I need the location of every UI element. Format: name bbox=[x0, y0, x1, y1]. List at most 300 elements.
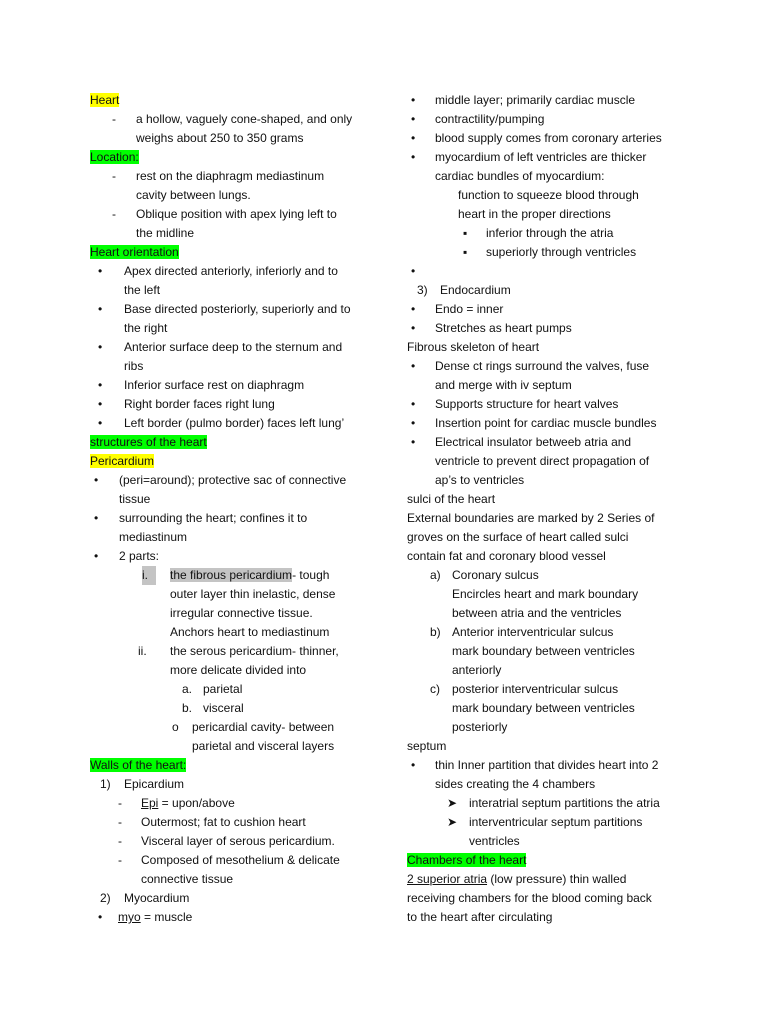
line-content bbox=[407, 338, 539, 357]
text-line-sulci-of-the-heart bbox=[407, 490, 707, 509]
line-text: tissue bbox=[119, 492, 151, 506]
text-line-ventricles bbox=[407, 832, 707, 851]
text-line-inferior-through-the-atria bbox=[407, 224, 707, 243]
line-text: blood supply comes from coronary arteries bbox=[435, 131, 662, 145]
line-text-tail: = upon/above bbox=[158, 796, 235, 810]
line-content bbox=[407, 737, 446, 756]
line-text: (peri=around); protective sac of connective bbox=[119, 473, 347, 487]
line-text: sulci of the heart bbox=[407, 492, 496, 506]
text-line-function-to-squeeze-blood-through bbox=[407, 186, 707, 205]
line-content bbox=[141, 870, 233, 889]
line-content bbox=[136, 129, 303, 148]
line-content bbox=[124, 300, 351, 319]
line-text: surrounding the heart; confines it to bbox=[119, 511, 308, 525]
line-text-tail: (low pressure) thin walled bbox=[487, 872, 627, 886]
line-text: the right bbox=[124, 321, 168, 335]
line-text: heart in the proper directions bbox=[458, 207, 611, 221]
list-marker: • bbox=[411, 359, 416, 373]
section-heading-heart-orientation bbox=[90, 243, 380, 262]
line-text: middle layer; primarily cardiac muscle bbox=[435, 93, 636, 107]
text-line-epi bbox=[90, 794, 380, 813]
list-marker: 2) bbox=[100, 891, 111, 905]
list-marker: • bbox=[411, 435, 416, 449]
line-content bbox=[435, 129, 662, 148]
text-line-fibrous-skeleton-of-heart bbox=[407, 338, 707, 357]
text-line-contractility-pumping bbox=[407, 110, 707, 129]
line-content bbox=[90, 91, 119, 110]
line-content bbox=[170, 661, 306, 680]
text-line-anteriorly bbox=[407, 661, 707, 680]
list-marker: ➤ bbox=[447, 815, 458, 829]
line-content bbox=[435, 452, 649, 471]
text-line-middle-layer-primarily-cardiac-muscle bbox=[407, 91, 707, 110]
list-marker: • bbox=[94, 549, 99, 563]
line-text: superiorly through ventricles bbox=[486, 245, 637, 259]
text-line-anchors-heart-to-mediastinum bbox=[90, 623, 380, 642]
line-text: mark boundary between ventricles bbox=[452, 644, 635, 658]
line-content bbox=[124, 414, 344, 433]
line-content bbox=[118, 908, 192, 927]
text-line-the-right bbox=[90, 319, 380, 338]
line-content bbox=[407, 509, 654, 528]
line-content bbox=[141, 832, 335, 851]
line-content bbox=[141, 794, 235, 813]
text-line-2-superior-atria bbox=[407, 870, 707, 889]
line-text: to the heart after circulating bbox=[407, 910, 553, 924]
list-marker: • bbox=[98, 416, 103, 430]
line-content bbox=[486, 243, 636, 262]
section-heading-walls-of-the-heart bbox=[90, 756, 380, 775]
line-text: Apex directed anteriorly, inferiorly and to bbox=[124, 264, 338, 278]
text-line-coronary-sulcus bbox=[407, 566, 707, 585]
list-marker: • bbox=[98, 910, 103, 924]
line-text: ribs bbox=[124, 359, 144, 373]
highlighted-heading: structures of the heart bbox=[90, 435, 207, 449]
text-line-blood-supply-comes-from-coronary-arterie bbox=[407, 129, 707, 148]
line-text: Right border faces right lung bbox=[124, 397, 275, 411]
line-text: connective tissue bbox=[141, 872, 234, 886]
text-line-more-delicate-divided-into bbox=[90, 661, 380, 680]
line-content bbox=[458, 205, 611, 224]
line-content bbox=[119, 528, 187, 547]
text-line-composed-of-mesothelium-delicate bbox=[90, 851, 380, 870]
text-line-cavity-between-lungs bbox=[90, 186, 380, 205]
line-text: posteriorly bbox=[452, 720, 508, 734]
line-content bbox=[90, 433, 207, 452]
text-line-mediastinum bbox=[90, 528, 380, 547]
line-text: Base directed posteriorly, superiorly and to bbox=[124, 302, 351, 316]
line-text: ventricles bbox=[469, 834, 520, 848]
text-line-contain-fat-and-coronary-blood-vessel bbox=[407, 547, 707, 566]
text-line-heart-in-the-proper-directions bbox=[407, 205, 707, 224]
list-marker: • bbox=[98, 264, 103, 278]
text-line-endocardium bbox=[407, 281, 707, 300]
text-line-interventricular-septum-partitions bbox=[407, 813, 707, 832]
list-marker: - bbox=[118, 853, 122, 867]
line-content bbox=[119, 490, 150, 509]
line-content bbox=[435, 775, 595, 794]
line-text: Myocardium bbox=[124, 891, 190, 905]
section-heading-heart bbox=[90, 91, 380, 110]
line-content bbox=[407, 490, 495, 509]
line-content bbox=[435, 414, 656, 433]
line-content bbox=[124, 395, 275, 414]
list-marker: - bbox=[118, 815, 122, 829]
line-text: Epicardium bbox=[124, 777, 185, 791]
highlighted-heading: Heart bbox=[90, 93, 120, 107]
text-line-left-border-pulmo-border-faces-left-lung bbox=[90, 414, 380, 433]
line-text: Endo = inner bbox=[435, 302, 504, 316]
line-text: the serous pericardium- thinner, bbox=[170, 644, 339, 658]
line-text: more delicate divided into bbox=[170, 663, 307, 677]
section-heading-chambers-of-the-heart bbox=[407, 851, 707, 870]
line-text: a hollow, vaguely cone-shaped, and only bbox=[136, 112, 353, 126]
line-content bbox=[119, 547, 159, 566]
line-content bbox=[124, 281, 160, 300]
line-text: the midline bbox=[136, 226, 195, 240]
list-marker: • bbox=[411, 302, 416, 316]
line-text: weighs about 250 to 350 grams bbox=[136, 131, 304, 145]
line-text: and merge with iv septum bbox=[435, 378, 572, 392]
line-content bbox=[452, 642, 635, 661]
list-marker: ii. bbox=[138, 644, 147, 658]
text-line-weighs-about-250-to-350-grams bbox=[90, 129, 380, 148]
text-line-interatrial-septum-partitions-the-atria bbox=[407, 794, 707, 813]
line-content bbox=[407, 851, 526, 870]
line-content bbox=[458, 186, 639, 205]
text-line-myocardium bbox=[90, 889, 380, 908]
line-text: Stretches as heart pumps bbox=[435, 321, 572, 335]
line-content bbox=[435, 300, 503, 319]
list-marker: • bbox=[94, 511, 99, 525]
text-line-pericardial-cavity-between bbox=[90, 718, 380, 737]
text-line-mark-boundary-between-ventricles bbox=[407, 642, 707, 661]
text-line-posterior-interventricular-sulcus bbox=[407, 680, 707, 699]
line-content bbox=[119, 509, 307, 528]
line-content bbox=[90, 243, 179, 262]
list-marker: b) bbox=[430, 625, 441, 639]
list-marker: • bbox=[94, 473, 99, 487]
line-content bbox=[435, 91, 635, 110]
line-text-tail: = muscle bbox=[140, 910, 193, 924]
line-text: irregular connective tissue. bbox=[170, 606, 313, 620]
line-content bbox=[124, 262, 338, 281]
text-line-outer-layer-thin-inelastic-dense bbox=[90, 585, 380, 604]
text-line-to-the-heart-after-circulating bbox=[407, 908, 707, 927]
text-line-between-atria-and-the-ventricles bbox=[407, 604, 707, 623]
line-content bbox=[124, 338, 342, 357]
text-line-ribs bbox=[90, 357, 380, 376]
list-marker: • bbox=[411, 131, 416, 145]
line-text: the fibrous pericardium bbox=[170, 568, 293, 582]
line-content bbox=[124, 319, 167, 338]
section-heading-pericardium bbox=[90, 452, 380, 471]
line-text: thin Inner partition that divides heart into 2 bbox=[435, 758, 659, 772]
line-content bbox=[192, 718, 334, 737]
line-content bbox=[452, 699, 635, 718]
line-content bbox=[486, 224, 613, 243]
list-marker: c) bbox=[430, 682, 440, 696]
text-line-external-boundaries-are-marked-by-2-seri bbox=[407, 509, 707, 528]
line-text: the left bbox=[124, 283, 161, 297]
line-text: Anterior interventricular sulcus bbox=[452, 625, 614, 639]
line-content bbox=[452, 623, 613, 642]
line-content bbox=[469, 794, 660, 813]
line-content bbox=[407, 908, 552, 927]
line-text: Anchors heart to mediastinum bbox=[170, 625, 330, 639]
line-text: Anterior surface deep to the sternum and bbox=[124, 340, 343, 354]
list-marker: • bbox=[411, 93, 416, 107]
list-marker: - bbox=[112, 169, 116, 183]
text-line-anterior-interventricular-sulcus bbox=[407, 623, 707, 642]
text-line-endo-inner bbox=[407, 300, 707, 319]
list-marker: - bbox=[112, 112, 116, 126]
list-marker: - bbox=[112, 207, 116, 221]
highlighted-heading: Heart orientation bbox=[90, 245, 179, 259]
text-line-encircles-heart-and-mark-boundary bbox=[407, 585, 707, 604]
line-text: sides creating the 4 chambers bbox=[435, 777, 596, 791]
line-content bbox=[452, 661, 501, 680]
list-marker: • bbox=[411, 758, 416, 772]
line-content bbox=[124, 775, 184, 794]
text-line-sides-creating-the-4-chambers bbox=[407, 775, 707, 794]
line-content bbox=[136, 167, 324, 186]
text-line-the-left bbox=[90, 281, 380, 300]
line-content bbox=[170, 642, 339, 661]
text-line-superiorly-through-ventricles bbox=[407, 243, 707, 262]
line-text: Dense ct rings surround the valves, fuse bbox=[435, 359, 650, 373]
line-text: posterior interventricular sulcus bbox=[452, 682, 619, 696]
line-content bbox=[407, 547, 606, 566]
line-text: 2 superior atria bbox=[407, 872, 488, 886]
line-text: parietal and visceral layers bbox=[192, 739, 335, 753]
text-line-a-hollow-vaguely-cone-shaped-and-only bbox=[90, 110, 380, 129]
list-marker: • bbox=[411, 416, 416, 430]
list-marker: - bbox=[118, 834, 122, 848]
line-text: ventricle to prevent direct propagation of bbox=[435, 454, 650, 468]
line-text: Composed of mesothelium & delicate bbox=[141, 853, 340, 867]
list-marker: b. bbox=[182, 701, 193, 715]
line-content bbox=[435, 395, 618, 414]
text-line-surrounding-the-heart-confines-it-to bbox=[90, 509, 380, 528]
line-text: Left border (pulmo border) faces left lung’ bbox=[124, 416, 345, 430]
line-text: Electrical insulator betweeb atria and bbox=[435, 435, 632, 449]
line-content bbox=[440, 281, 511, 300]
line-content bbox=[119, 471, 346, 490]
list-marker: o bbox=[172, 720, 179, 734]
highlighted-heading: Walls of the heart: bbox=[90, 758, 187, 772]
text-line-visceral bbox=[90, 699, 380, 718]
text-line-cardiac-bundles-of-myocardium bbox=[407, 167, 707, 186]
line-content bbox=[90, 756, 186, 775]
section-heading-location bbox=[90, 148, 380, 167]
text-line-ventricle-to-prevent-direct-propagation- bbox=[407, 452, 707, 471]
text-line-dense-ct-rings-surround-the-valves-fuse bbox=[407, 357, 707, 376]
line-text: Oblique position with apex lying left to bbox=[136, 207, 337, 221]
list-marker: 1) bbox=[100, 777, 111, 791]
line-text: mediastinum bbox=[119, 530, 188, 544]
list-marker: 3) bbox=[417, 283, 428, 297]
line-text: septum bbox=[407, 739, 447, 753]
line-text: Insertion point for cardiac muscle bundles bbox=[435, 416, 657, 430]
line-content bbox=[435, 756, 658, 775]
text-line-inferior-surface-rest-on-diaphragm bbox=[90, 376, 380, 395]
left-column bbox=[90, 91, 380, 927]
line-content bbox=[124, 357, 143, 376]
line-text: groves on the surface of heart called sulci bbox=[407, 530, 629, 544]
line-content bbox=[170, 585, 335, 604]
line-content bbox=[136, 224, 194, 243]
line-text: Outermost; fat to cushion heart bbox=[141, 815, 306, 829]
line-text: Inferior surface rest on diaphragm bbox=[124, 378, 305, 392]
right-column bbox=[407, 91, 707, 927]
line-text: Coronary sulcus bbox=[452, 568, 539, 582]
line-text: inferior through the atria bbox=[486, 226, 614, 240]
text-line-right-border-faces-right-lung bbox=[90, 395, 380, 414]
highlighted-heading: Chambers of the heart bbox=[407, 853, 527, 867]
line-text: External boundaries are marked by 2 Series of bbox=[407, 511, 655, 525]
text-line-2-parts bbox=[90, 547, 380, 566]
line-content bbox=[170, 623, 329, 642]
line-content bbox=[452, 566, 539, 585]
line-text: between atria and the ventricles bbox=[452, 606, 622, 620]
line-content bbox=[141, 813, 306, 832]
text-line-outermost-fat-to-cushion-heart bbox=[90, 813, 380, 832]
line-text: cardiac bundles of myocardium: bbox=[435, 169, 605, 183]
line-text: function to squeeze blood through bbox=[458, 188, 639, 202]
line-content bbox=[435, 471, 524, 490]
text-line-epicardium bbox=[90, 775, 380, 794]
line-text-tail: - tough bbox=[292, 568, 330, 582]
line-text: visceral bbox=[203, 701, 244, 715]
line-text: rest on the diaphragm mediastinum bbox=[136, 169, 325, 183]
text-line-mark-boundary-between-ventricles bbox=[407, 699, 707, 718]
list-marker: • bbox=[98, 378, 103, 392]
text-line-receiving-chambers-for-the-blood-coming- bbox=[407, 889, 707, 908]
text-line-thin-inner-partition-that-divides-heart- bbox=[407, 756, 707, 775]
line-content bbox=[469, 813, 642, 832]
line-content bbox=[124, 889, 189, 908]
line-text: Encircles heart and mark boundary bbox=[452, 587, 639, 601]
text-line-parietal-and-visceral-layers bbox=[90, 737, 380, 756]
line-content bbox=[90, 148, 139, 167]
text-line-connective-tissue bbox=[90, 870, 380, 889]
line-content bbox=[141, 851, 340, 870]
line-content bbox=[435, 376, 572, 395]
line-content bbox=[435, 110, 544, 129]
text-line-stretches-as-heart-pumps bbox=[407, 319, 707, 338]
text-line-peri-around-protective-sac-of-connective bbox=[90, 471, 380, 490]
line-content bbox=[170, 604, 313, 623]
line-content bbox=[452, 585, 638, 604]
line-text: contain fat and coronary blood vessel bbox=[407, 549, 606, 563]
line-text: mark boundary between ventricles bbox=[452, 701, 635, 715]
line-content bbox=[452, 718, 507, 737]
line-text: interatrial septum partitions the atria bbox=[469, 796, 660, 810]
line-content bbox=[136, 186, 251, 205]
line-text: ap’s to ventricles bbox=[435, 473, 525, 487]
line-content bbox=[435, 167, 604, 186]
list-marker: • bbox=[411, 397, 416, 411]
line-text: myo bbox=[118, 910, 141, 924]
line-text: contractility/pumping bbox=[435, 112, 545, 126]
line-content bbox=[407, 528, 628, 547]
line-content bbox=[435, 319, 572, 338]
text-line-rest-on-the-diaphragm-mediastinum bbox=[90, 167, 380, 186]
list-marker: • bbox=[98, 302, 103, 316]
list-marker: i. bbox=[142, 566, 156, 585]
list-marker: - bbox=[118, 796, 122, 810]
text-line-posteriorly bbox=[407, 718, 707, 737]
highlighted-heading: Location: bbox=[90, 150, 139, 164]
line-text: 2 parts: bbox=[119, 549, 160, 563]
line-content bbox=[435, 148, 646, 167]
list-marker: a. bbox=[182, 682, 193, 696]
line-text: parietal bbox=[203, 682, 243, 696]
line-content bbox=[452, 604, 621, 623]
line-content bbox=[136, 205, 337, 224]
line-text: cavity between lungs. bbox=[136, 188, 251, 202]
text-line-the-serous-pericardium-thinner bbox=[90, 642, 380, 661]
list-marker: • bbox=[411, 112, 416, 126]
text-line-the-fibrous-pericardium bbox=[90, 566, 380, 585]
text-line-anterior-surface-deep-to-the-sternum-and bbox=[90, 338, 380, 357]
line-text: Fibrous skeleton of heart bbox=[407, 340, 540, 354]
text-line-groves-on-the-surface-of-heart-called-su bbox=[407, 528, 707, 547]
line-text: outer layer thin inelastic, dense bbox=[170, 587, 336, 601]
line-content bbox=[435, 357, 649, 376]
line-content bbox=[90, 452, 154, 471]
list-marker: • bbox=[98, 340, 103, 354]
text-line-parietal bbox=[90, 680, 380, 699]
text-line-base-directed-posteriorly-superiorly-and bbox=[90, 300, 380, 319]
line-content bbox=[136, 110, 352, 129]
line-content bbox=[203, 699, 244, 718]
list-marker: • bbox=[98, 397, 103, 411]
line-text: interventricular septum partitions bbox=[469, 815, 643, 829]
text-line-and-merge-with-iv-septum bbox=[407, 376, 707, 395]
text-line-ap-s-to-ventricles bbox=[407, 471, 707, 490]
line-content bbox=[469, 832, 520, 851]
list-marker: • bbox=[411, 150, 416, 164]
line-content bbox=[452, 680, 618, 699]
text-line-visceral-layer-of-serous-pericardium bbox=[90, 832, 380, 851]
line-text: Supports structure for heart valves bbox=[435, 397, 619, 411]
list-marker: ▪ bbox=[463, 245, 468, 259]
line-content bbox=[192, 737, 334, 756]
line-text: myocardium of left ventricles are thicker bbox=[435, 150, 647, 164]
text-line-myo bbox=[90, 908, 380, 927]
list-marker: • bbox=[411, 321, 416, 335]
line-text: anteriorly bbox=[452, 663, 502, 677]
list-marker: • bbox=[411, 264, 416, 278]
text-line-oblique-position-with-apex-lying-left-to bbox=[90, 205, 380, 224]
text-line-myocardium-of-left-ventricles-are-thicke bbox=[407, 148, 707, 167]
line-content bbox=[203, 680, 242, 699]
text-line-irregular-connective-tissue bbox=[90, 604, 380, 623]
list-marker: a) bbox=[430, 568, 441, 582]
line-content bbox=[407, 870, 626, 889]
text-line-septum bbox=[407, 737, 707, 756]
list-marker: ➤ bbox=[447, 796, 458, 810]
line-content bbox=[170, 566, 329, 585]
text-line-blank bbox=[407, 262, 707, 281]
highlighted-heading: Pericardium bbox=[90, 454, 155, 468]
line-content bbox=[124, 376, 304, 395]
line-text: Epi bbox=[141, 796, 159, 810]
section-heading-structures-of-the-heart bbox=[90, 433, 380, 452]
line-text: pericardial cavity- between bbox=[192, 720, 335, 734]
